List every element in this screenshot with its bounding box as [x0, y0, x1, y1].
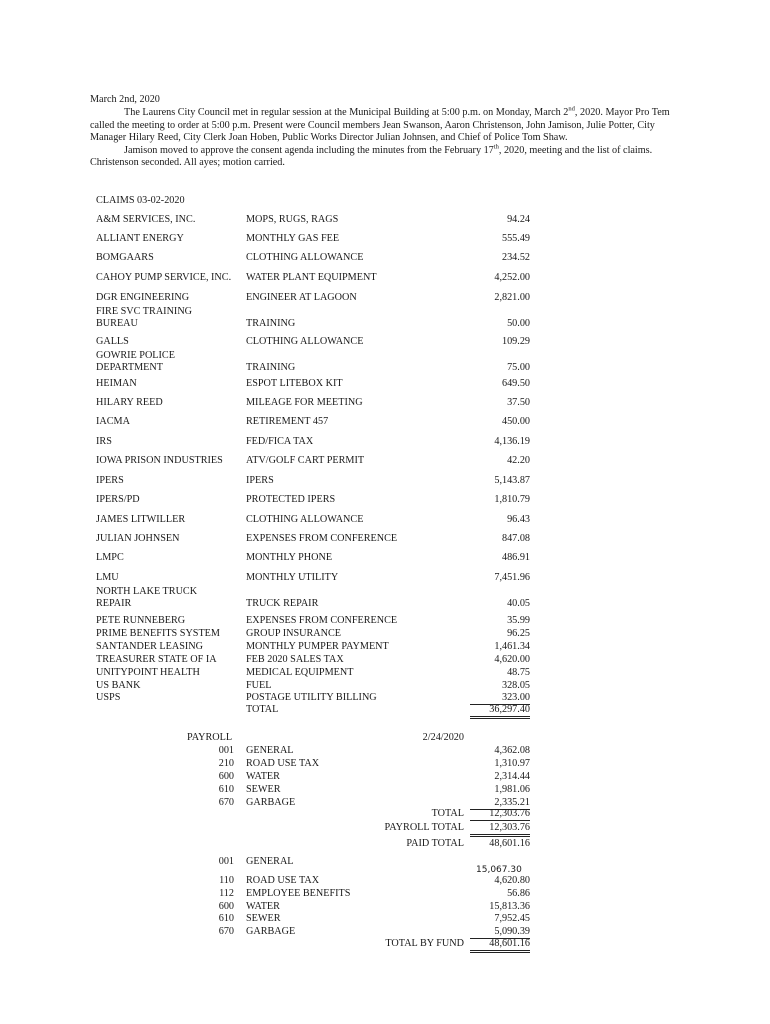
- claim-amount: 450.00: [501, 416, 530, 427]
- payroll-fund-name: SEWER: [246, 784, 281, 795]
- claim-amount: 234.52: [501, 252, 530, 263]
- claim-vendor: LMPC: [96, 552, 124, 563]
- claims-title: CLAIMS 03-02-2020: [96, 195, 185, 206]
- claim-vendor: USPS: [96, 692, 121, 703]
- claim-amount: 4,136.19: [494, 436, 530, 447]
- paid-total-label: PAID TOTAL: [406, 838, 464, 849]
- intro-paragraph-1: The Laurens City Council met in regular session at the Municipal Building at 5:00 p.m. on Monday, March 2nd, 2020. Mayor Pro Tem called the meeting to order at 5:00 p.m. Present were Council members Jean Swanson, Aaron Christenson, John Jamison, Julie Potter, City Manager Hilary Reed, City Clerk Joan Hoben, Public Works Director Julian Johnsen, and Chief of Police Tom Shaw.: [90, 105, 670, 144]
- claim-amount: 7,451.96: [494, 572, 530, 583]
- claim-amount: 323.00: [470, 692, 530, 705]
- claim-vendor: ALLIANT ENERGY: [96, 233, 184, 244]
- claim-vendor: REPAIR: [96, 597, 132, 609]
- claim-description: ATV/GOLF CART PERMIT: [246, 455, 365, 466]
- claim-description: PROTECTED IPERS: [246, 494, 336, 505]
- fund-row-code: 600: [218, 900, 234, 912]
- claim-amount: 328.05: [501, 680, 530, 691]
- claim-description: MOPS, RUGS, RAGS: [246, 214, 339, 225]
- claim-amount: 40.05: [507, 597, 530, 609]
- claim-description: FED/FICA TAX: [246, 436, 314, 447]
- claim-description: MONTHLY PHONE: [246, 552, 333, 563]
- claim-vendor: DEPARTMENT: [96, 361, 163, 373]
- claims-total-label: TOTAL: [246, 704, 279, 715]
- claim-description: MILEAGE FOR MEETING: [246, 397, 363, 408]
- claim-description: TRAINING: [246, 361, 296, 373]
- claim-vendor: TREASURER STATE OF IA: [96, 654, 217, 665]
- claims-total-amount: 36,297.40: [470, 704, 530, 719]
- claim-vendor: IPERS: [96, 475, 124, 486]
- claim-description: MONTHLY GAS FEE: [246, 233, 340, 244]
- claim-vendor: IPERS/PD: [96, 494, 140, 505]
- claim-vendor: JULIAN JOHNSEN: [96, 533, 180, 544]
- claim-description: FEB 2020 SALES TAX: [246, 654, 344, 665]
- claim-vendor: A&M SERVICES, INC.: [96, 214, 196, 225]
- claim-amount: 2,821.00: [494, 292, 530, 303]
- claim-vendor: FIRE SVC TRAINING: [96, 306, 193, 317]
- claim-vendor: US BANK: [96, 680, 141, 691]
- claim-description: FUEL: [246, 680, 272, 691]
- fund-row-name: EMPLOYEE BENEFITS: [246, 887, 351, 899]
- fund-row-amount: 4,620.80: [494, 875, 530, 886]
- fund-row-amount: 5,090.39: [470, 926, 530, 939]
- fund-row-name: SEWER: [246, 913, 281, 925]
- claim-vendor: GOWRIE POLICE: [96, 350, 175, 361]
- fund-row-amount: 56.86: [507, 887, 530, 899]
- claim-description: CLOTHING ALLOWANCE: [246, 252, 364, 263]
- payroll-total-amount: 12,303.76: [470, 822, 530, 837]
- claim-amount: 37.50: [507, 397, 530, 408]
- claim-vendor: UNITYPOINT HEALTH: [96, 667, 200, 678]
- claim-description: CLOTHING ALLOWANCE: [246, 336, 364, 347]
- claim-description: TRUCK REPAIR: [246, 597, 319, 609]
- claim-vendor: HILARY REED: [96, 397, 163, 408]
- payroll-fund-code: 600: [218, 771, 234, 782]
- claim-vendor: DGR ENGINEERING: [96, 292, 190, 303]
- claim-description: MEDICAL EQUIPMENT: [246, 667, 354, 678]
- claim-amount: 94.24: [507, 214, 530, 225]
- payroll-subtotal-label: TOTAL: [431, 808, 464, 819]
- meeting-date: March 2nd, 2020: [90, 94, 160, 105]
- payroll-fund-name: GARBAGE: [246, 797, 296, 808]
- fund-row-code: 670: [218, 926, 234, 938]
- claim-description: WATER PLANT EQUIPMENT: [246, 272, 377, 283]
- claim-vendor: HEIMAN: [96, 378, 137, 389]
- claim-description: GROUP INSURANCE: [246, 628, 341, 639]
- fund-total-amount: 48,601.16: [470, 938, 530, 953]
- claim-amount: 109.29: [501, 336, 530, 347]
- claim-description: ENGINEER AT LAGOON: [246, 292, 357, 303]
- claim-amount: 75.00: [507, 361, 530, 373]
- fund-code: 001: [218, 856, 234, 867]
- payroll-fund-name: GENERAL: [246, 745, 294, 756]
- payroll-fund-amount: 1,310.97: [494, 758, 530, 769]
- fund-row-name: ROAD USE TAX: [246, 875, 320, 886]
- claim-vendor: BOMGAARS: [96, 252, 154, 263]
- claim-vendor: SANTANDER LEASING: [96, 641, 203, 652]
- claim-amount: 4,620.00: [494, 654, 530, 665]
- claim-vendor: JAMES LITWILLER: [96, 514, 186, 525]
- claim-description: RETIREMENT 457: [246, 416, 329, 427]
- claim-amount: 42.20: [507, 455, 530, 466]
- claim-amount: 847.08: [501, 533, 530, 544]
- payroll-fund-code: 670: [218, 797, 234, 808]
- fund-name: GENERAL: [246, 856, 294, 867]
- claim-amount: 555.49: [501, 233, 530, 244]
- claim-vendor: PETE RUNNEBERG: [96, 615, 186, 626]
- claim-vendor: GALLS: [96, 336, 129, 347]
- claim-description: EXPENSES FROM CONFERENCE: [246, 533, 398, 544]
- claim-vendor: IRS: [96, 436, 112, 447]
- claim-description: IPERS: [246, 475, 274, 486]
- payroll-fund-name: WATER: [246, 771, 280, 782]
- claim-amount: 649.50: [501, 378, 530, 389]
- payroll-fund-amount: 2,335.21: [470, 797, 530, 810]
- payroll-fund-code: 610: [218, 784, 234, 795]
- claim-vendor: BUREAU: [96, 317, 138, 329]
- claim-description: CLOTHING ALLOWANCE: [246, 514, 364, 525]
- fund-row-code: 110: [219, 875, 234, 886]
- intro-paragraph-2: Jamison moved to approve the consent agenda including the minutes from the February 17th, 2020, meeting and the list of claims. Christenson seconded. All ayes; motion carried.: [90, 143, 653, 169]
- claim-amount: 96.25: [507, 628, 530, 639]
- payroll-label: PAYROLL: [187, 732, 233, 743]
- fund-row-name: WATER: [246, 900, 280, 912]
- fund-row-amount: 15,813.36: [489, 900, 530, 912]
- claim-description: ESPOT LITEBOX KIT: [246, 378, 343, 389]
- payroll-total-label: PAYROLL TOTAL: [384, 822, 464, 833]
- claim-amount: 96.43: [507, 514, 530, 525]
- claim-amount: 50.00: [507, 317, 530, 329]
- claim-amount: 1,810.79: [494, 494, 530, 505]
- payroll-subtotal-amount: 12,303.76: [470, 808, 530, 821]
- claim-vendor: CAHOY PUMP SERVICE, INC.: [96, 272, 232, 283]
- claim-vendor: PRIME BENEFITS SYSTEM: [96, 628, 220, 639]
- fund-row-code: 610: [218, 913, 234, 925]
- payroll-fund-amount: 2,314.44: [494, 771, 530, 782]
- claim-vendor: LMU: [96, 572, 119, 583]
- payroll-date: 2/24/2020: [422, 732, 464, 743]
- claim-vendor: IACMA: [96, 416, 130, 427]
- claim-amount: 486.91: [501, 552, 530, 563]
- intro-paragraphs: [90, 107, 680, 170]
- fund-row-amount: 7,952.45: [494, 913, 530, 925]
- claim-amount: 1,461.34: [494, 641, 530, 652]
- fund-row-code: 112: [219, 887, 234, 899]
- claim-vendor: NORTH LAKE TRUCK: [96, 586, 198, 597]
- claim-amount: 5,143.87: [494, 475, 530, 486]
- claim-description: TRAINING: [246, 317, 296, 329]
- claim-amount: 4,252.00: [494, 272, 530, 283]
- payroll-fund-code: 001: [218, 745, 234, 756]
- claim-description: EXPENSES FROM CONFERENCE: [246, 615, 398, 626]
- payroll-fund-amount: 1,981.06: [494, 784, 530, 795]
- fund-total-label: TOTAL BY FUND: [385, 938, 464, 949]
- claim-amount: 48.75: [507, 667, 530, 678]
- claim-amount: 35.99: [507, 615, 530, 626]
- payroll-fund-name: ROAD USE TAX: [246, 758, 320, 769]
- payroll-fund-code: 210: [218, 758, 234, 769]
- claim-description: POSTAGE UTILITY BILLING: [246, 692, 377, 703]
- claim-vendor: IOWA PRISON INDUSTRIES: [96, 455, 223, 466]
- handwritten-general-amount: 15,067.30: [476, 865, 522, 875]
- paid-total-amount: 48,601.16: [489, 838, 530, 849]
- payroll-fund-amount: 4,362.08: [494, 745, 530, 756]
- fund-row-name: GARBAGE: [246, 926, 296, 938]
- claim-description: MONTHLY UTILITY: [246, 572, 339, 583]
- claim-description: MONTHLY PUMPER PAYMENT: [246, 641, 389, 652]
